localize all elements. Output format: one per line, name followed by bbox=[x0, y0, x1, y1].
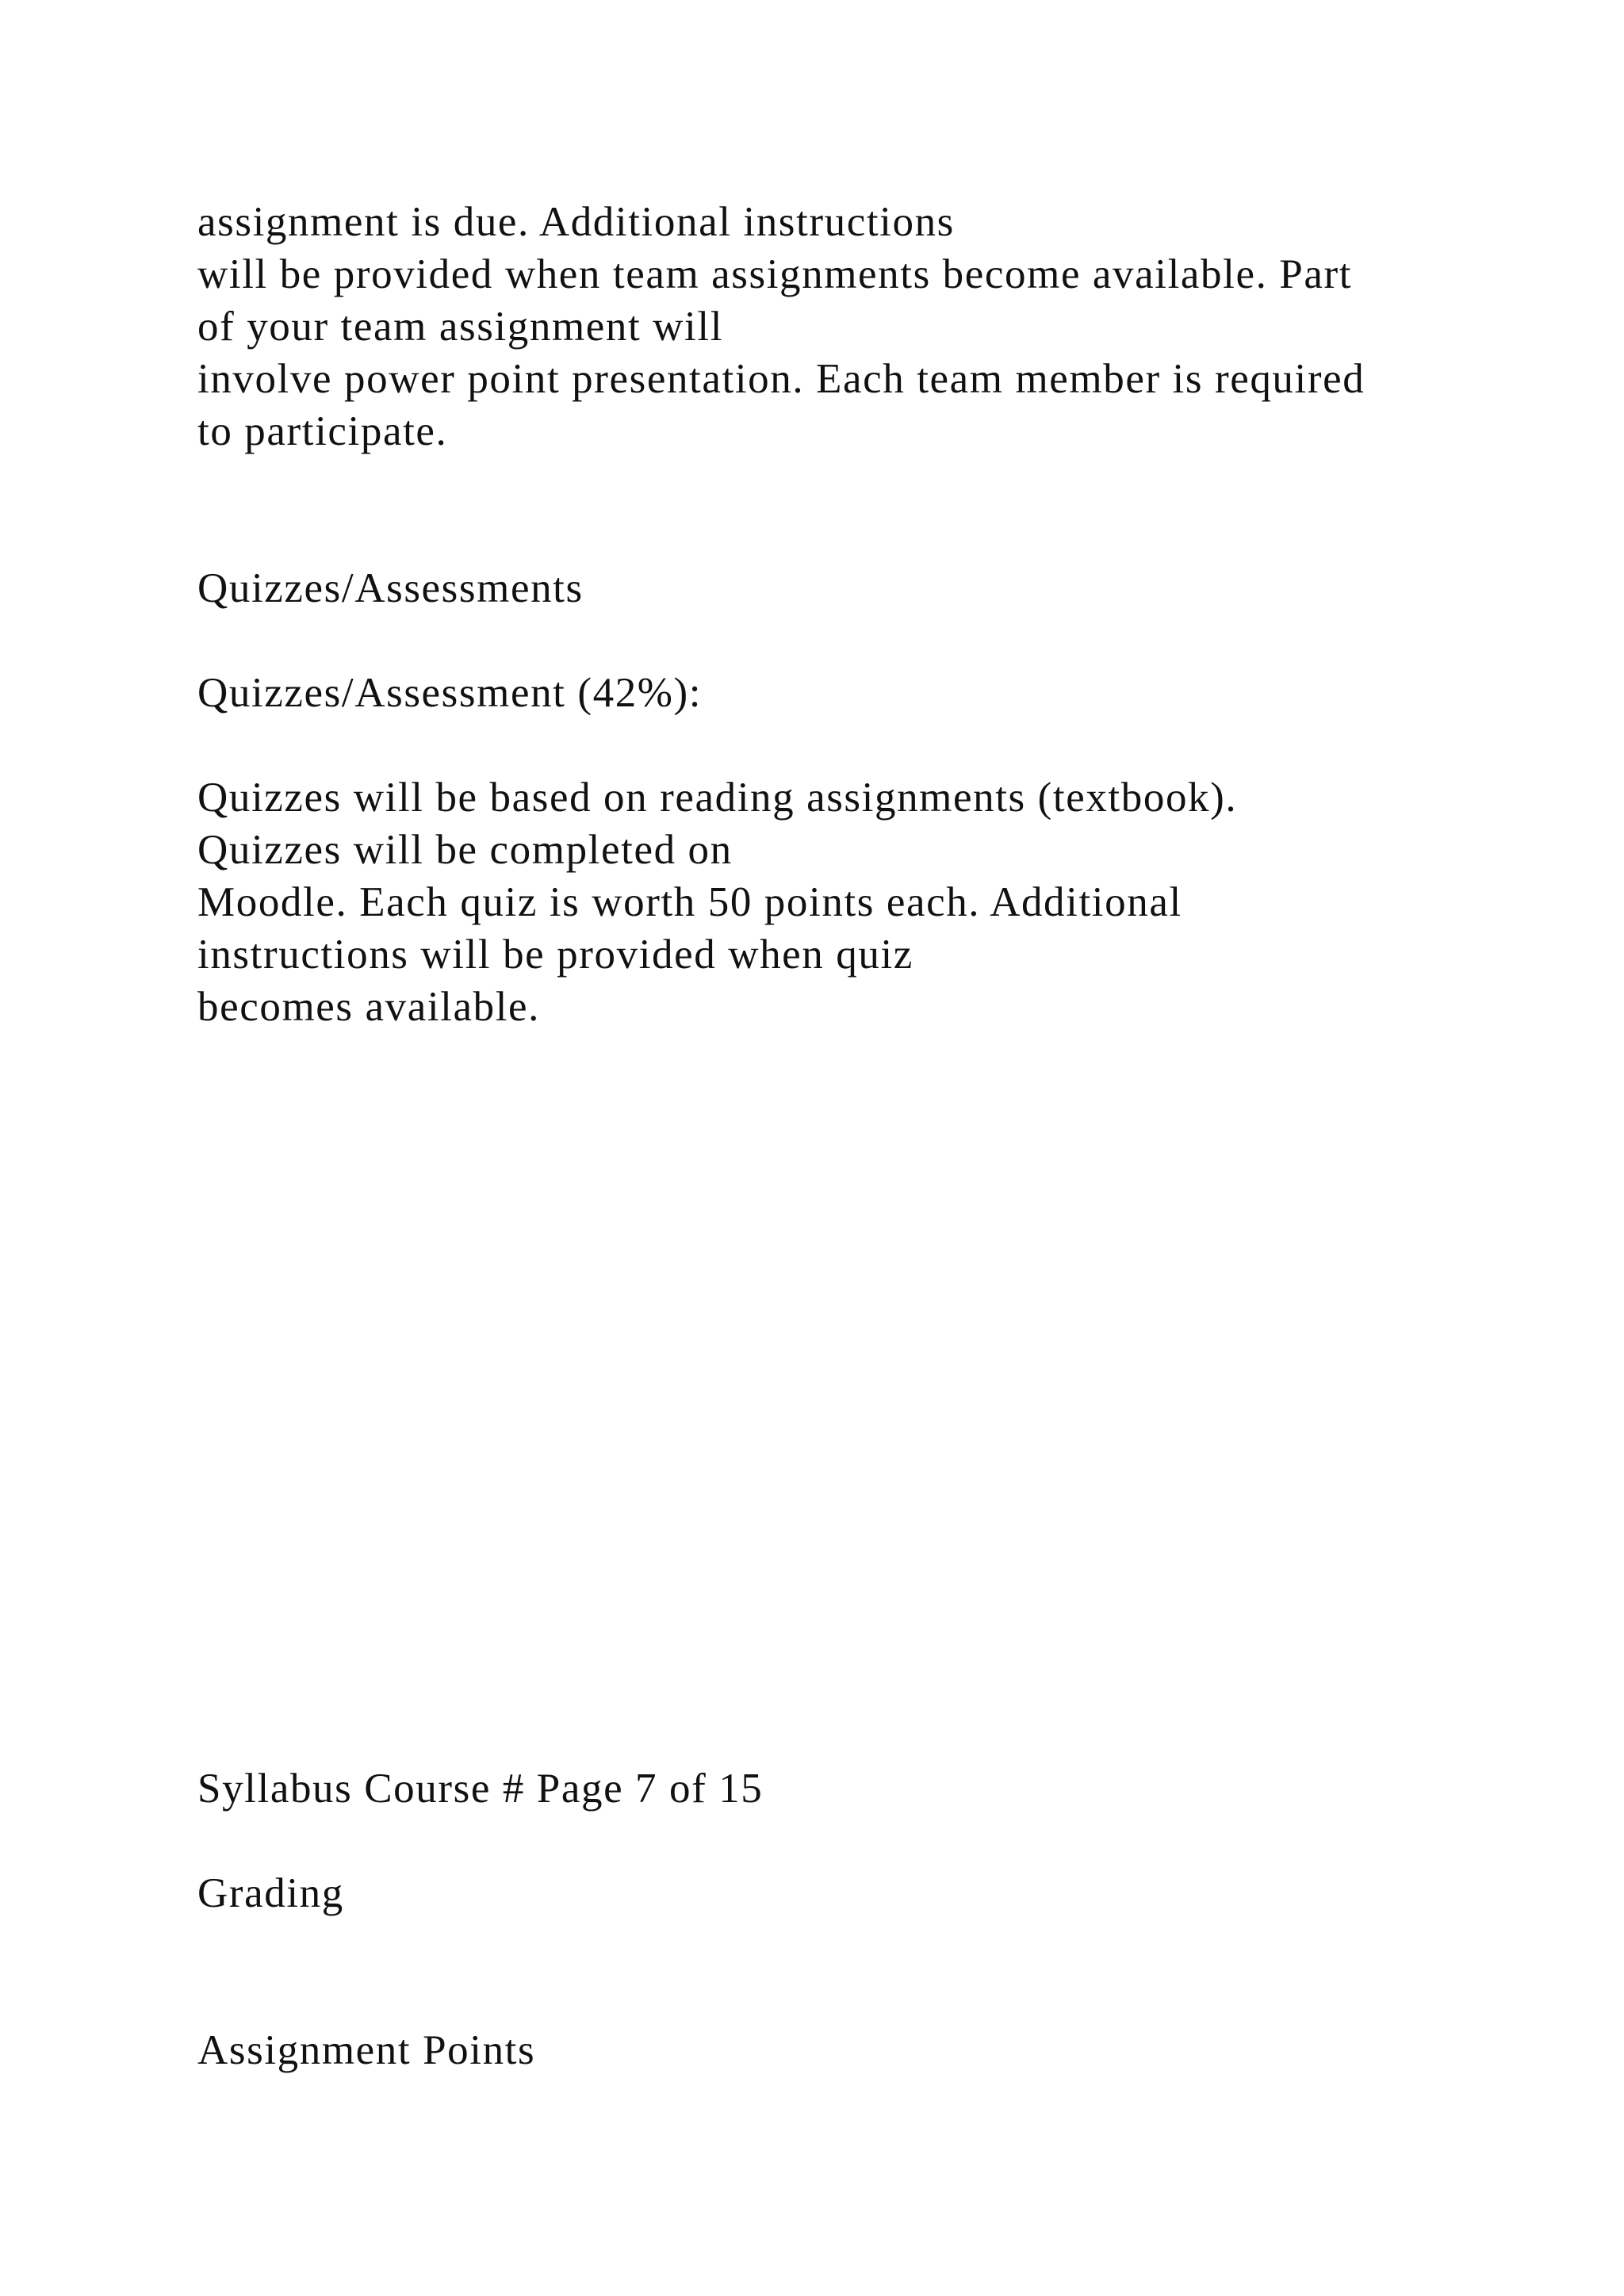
quizzes-heading: Quizzes/Assessments bbox=[197, 565, 584, 611]
quizzes-paragraph-line-4: instructions will be provided when quiz bbox=[197, 932, 914, 978]
grading-heading: Grading bbox=[197, 1870, 344, 1916]
quizzes-subheading: Quizzes/Assessment (42%): bbox=[197, 670, 703, 716]
team-paragraph-line-2: will be provided when team assignments become available. Part bbox=[197, 251, 1353, 297]
team-paragraph-line-4: involve power point presentation. Each team member is required bbox=[197, 356, 1365, 402]
quizzes-paragraph-line-3: Moodle. Each quiz is worth 50 points each. Additional bbox=[197, 879, 1182, 925]
team-paragraph-line-3: of your team assignment will bbox=[197, 304, 724, 350]
team-paragraph-line-1: assignment is due. Additional instructions bbox=[197, 199, 955, 245]
team-paragraph-line-5: to participate. bbox=[197, 408, 448, 454]
page-footer: Syllabus Course # Page 7 of 15 bbox=[197, 1766, 764, 1812]
quizzes-paragraph-line-1: Quizzes will be based on reading assignments (textbook). bbox=[197, 775, 1238, 821]
assignment-points-heading: Assignment Points bbox=[197, 2027, 536, 2073]
quizzes-paragraph-line-2: Quizzes will be completed on bbox=[197, 827, 733, 873]
quizzes-paragraph-line-5: becomes available. bbox=[197, 984, 540, 1030]
